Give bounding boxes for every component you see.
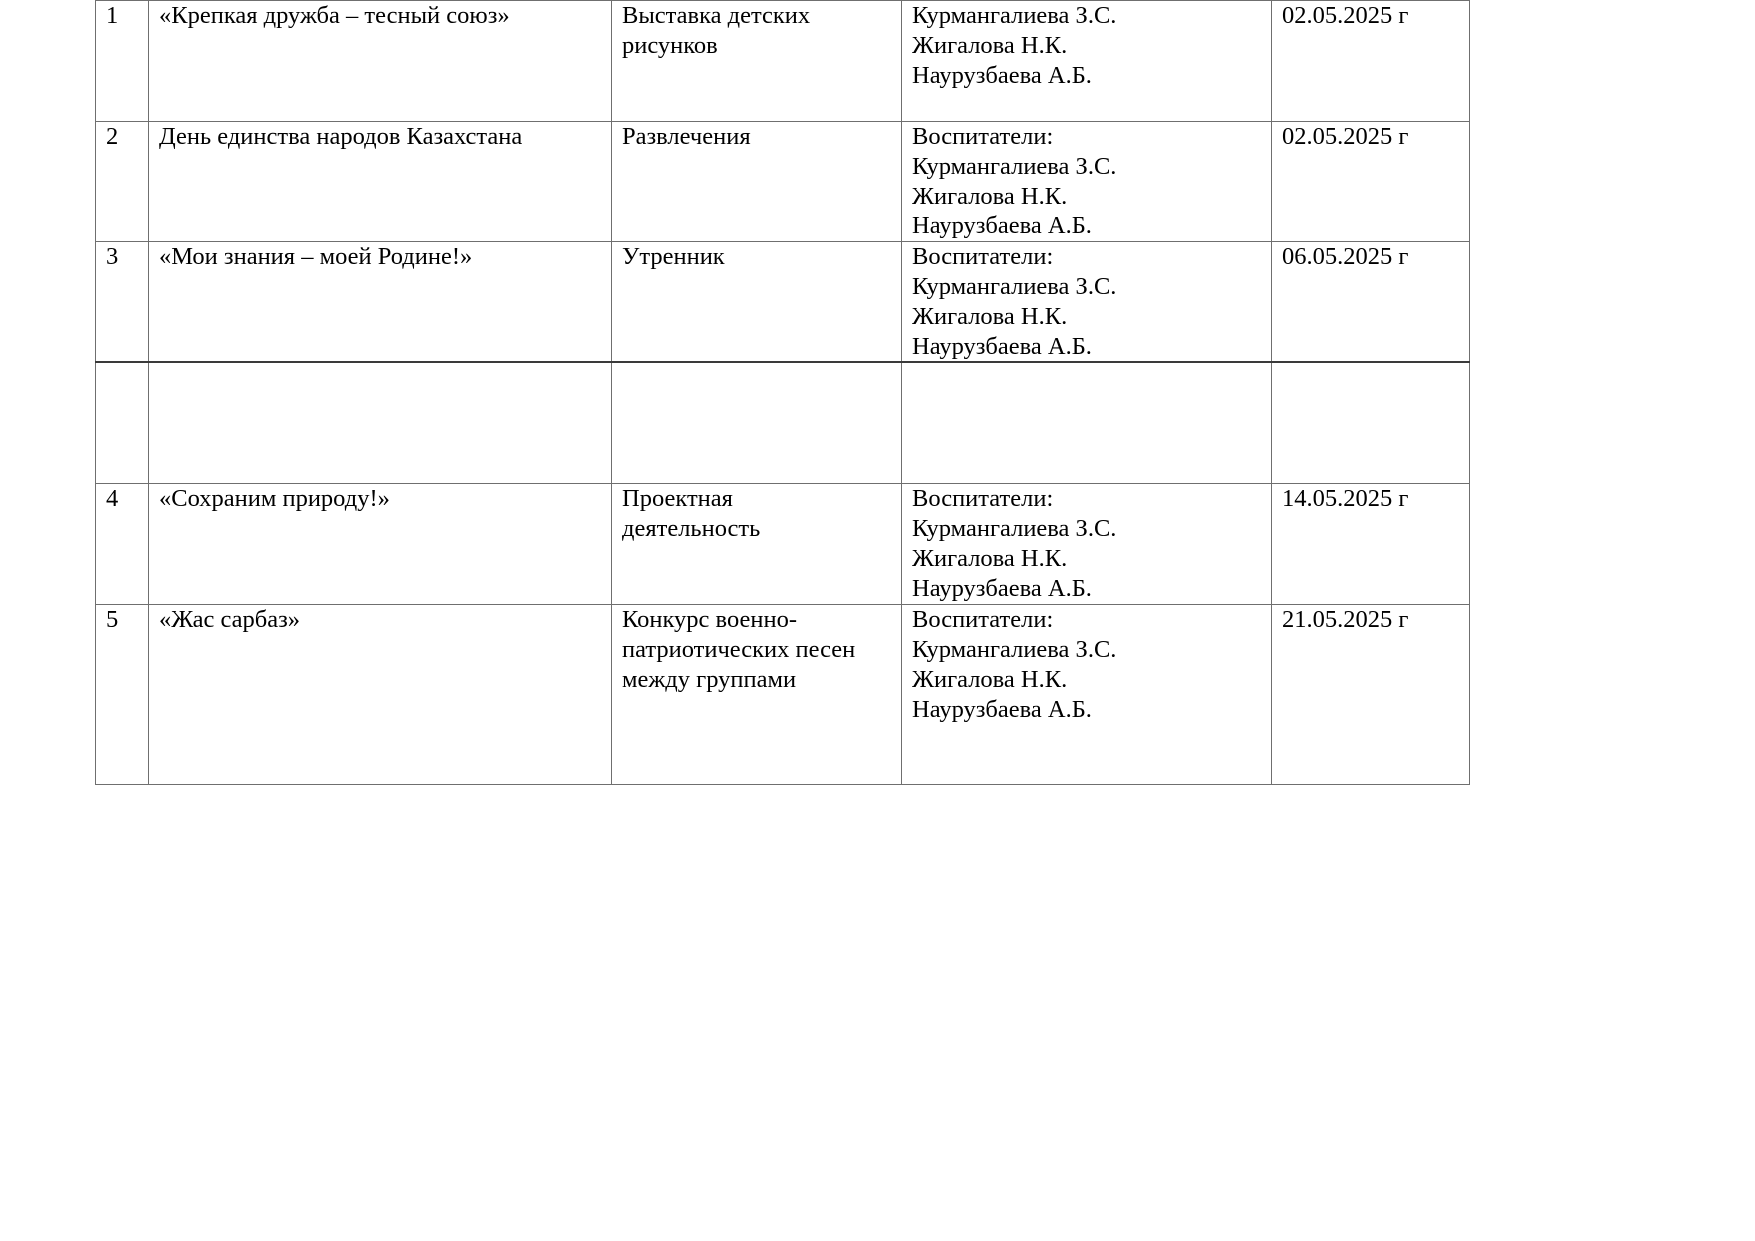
- event-title: «Крепкая дружба – тесный союз»: [159, 2, 510, 29]
- event-date-cell: [1272, 605, 1470, 785]
- event-format-cell: [612, 605, 902, 785]
- responsible-line: Наурузбаева А.Б.: [912, 212, 1092, 240]
- responsible-line: Курмангалиева З.С.: [912, 636, 1117, 664]
- responsible-line: Жигалова Н.К.: [912, 665, 1068, 693]
- row-number: 1: [106, 2, 119, 29]
- table-row: [96, 1, 1470, 122]
- responsible-line: Курмангалиева З.С.: [912, 152, 1117, 180]
- event-date-cell: [1272, 122, 1470, 242]
- row-number: 4: [106, 485, 119, 513]
- event-date-cell: [1272, 362, 1470, 484]
- row-number-cell: [96, 605, 149, 785]
- event-title-cell: [149, 605, 612, 785]
- responsible-line: Жигалова Н.К.: [912, 31, 1068, 59]
- event-format-cell: [612, 484, 902, 605]
- responsible-line: Воспитатели:: [912, 606, 1054, 634]
- event-format-line: Конкурс военно-: [622, 606, 797, 634]
- row-number-cell: [96, 362, 149, 484]
- event-title-cell: [149, 484, 612, 605]
- event-format-line: между группами: [622, 665, 797, 693]
- table-row: [96, 605, 1470, 785]
- responsible-cell: [902, 1, 1272, 122]
- event-format-cell: [612, 242, 902, 363]
- responsible-cell: [902, 242, 1272, 363]
- responsible-line: Наурузбаева А.Б.: [912, 61, 1092, 89]
- responsible-line: Курмангалиева З.С.: [912, 515, 1117, 543]
- responsible-line: Жигалова Н.К.: [912, 302, 1068, 330]
- event-format-line: Развлечения: [622, 123, 751, 150]
- responsible-line: Жигалова Н.К.: [912, 544, 1068, 572]
- event-title-cell: [149, 362, 612, 484]
- event-date: 02.05.2025 г: [1282, 2, 1409, 29]
- event-format-line: Выставка детских: [622, 2, 811, 29]
- responsible-line: Наурузбаева А.Б.: [912, 574, 1092, 602]
- responsible-cell: [902, 484, 1272, 605]
- event-date: 02.05.2025 г: [1282, 123, 1409, 150]
- responsible-cell: [902, 122, 1272, 242]
- events-table: [95, 0, 1470, 785]
- event-format-line: деятельность: [622, 515, 761, 543]
- table-row: [96, 122, 1470, 242]
- responsible-line: Курмангалиева З.С.: [912, 2, 1117, 29]
- event-title-cell: [149, 1, 612, 122]
- responsible-line: Наурузбаева А.Б.: [912, 332, 1092, 360]
- row-number: 5: [106, 606, 119, 634]
- event-title: «Сохраним природу!»: [159, 485, 390, 513]
- event-format-line: патриотических песен: [622, 636, 856, 664]
- event-format-line: рисунков: [622, 31, 718, 59]
- event-format-cell: [612, 362, 902, 484]
- row-number-cell: [96, 242, 149, 363]
- event-format-cell: [612, 122, 902, 242]
- event-format-line: Проектная: [622, 485, 733, 513]
- responsible-line: Воспитатели:: [912, 243, 1054, 271]
- event-format-line: Утренник: [622, 243, 725, 271]
- table-row: [96, 242, 1470, 363]
- event-date-cell: [1272, 1, 1470, 122]
- event-title: День единства народов Казахстана: [159, 123, 523, 150]
- event-date-cell: [1272, 242, 1470, 363]
- event-title-cell: [149, 242, 612, 363]
- responsible-line: Воспитатели:: [912, 485, 1054, 513]
- event-format-cell: [612, 1, 902, 122]
- responsible-line: Наурузбаева А.Б.: [912, 695, 1092, 723]
- row-number-cell: [96, 1, 149, 122]
- row-number-cell: [96, 484, 149, 605]
- event-title: «Мои знания – моей Родине!»: [159, 243, 473, 271]
- responsible-line: Воспитатели:: [912, 123, 1054, 150]
- responsible-cell: [902, 362, 1272, 484]
- responsible-line: Курмангалиева З.С.: [912, 272, 1117, 300]
- table-row-empty: [96, 362, 1470, 484]
- row-number: 2: [106, 123, 119, 150]
- row-number-cell: [96, 122, 149, 242]
- responsible-line: Жигалова Н.К.: [912, 182, 1068, 210]
- responsible-cell: [902, 605, 1272, 785]
- event-date: 21.05.2025 г: [1282, 606, 1409, 634]
- event-date-cell: [1272, 484, 1470, 605]
- event-date: 14.05.2025 г: [1282, 485, 1409, 513]
- event-title-cell: [149, 122, 612, 242]
- row-number: 3: [106, 243, 119, 271]
- table-row: [96, 484, 1470, 605]
- event-title: «Жас сарбаз»: [159, 606, 301, 634]
- event-date: 06.05.2025 г: [1282, 243, 1409, 271]
